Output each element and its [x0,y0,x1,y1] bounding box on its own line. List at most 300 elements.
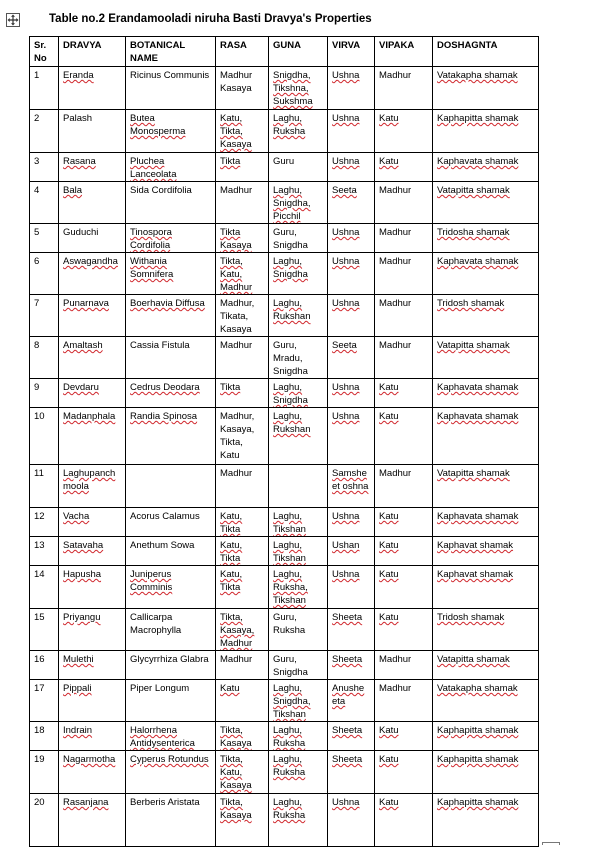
cell-doshagnta [433,337,539,379]
cell-doshagnta-text: Kaphapitta shamak [437,725,519,736]
table-row [30,337,539,379]
cell-vipaka-text: Katu [379,725,399,736]
cell-guna-text: Laghu, Snigdha, Tikshan [273,683,311,720]
cell-botanical-name [126,337,216,379]
cell-botanical-name [126,609,216,651]
cell-doshagnta [433,224,539,253]
cell-guna [269,153,328,182]
cell-virva [328,379,375,408]
table-row [30,751,539,794]
cell-botanical-name [126,566,216,609]
cell-virva [328,609,375,651]
cell-sr-no-text: 8 [34,340,40,351]
cell-dravya [59,566,126,609]
cell-vipaka [375,508,433,537]
cell-botanical-name [126,224,216,253]
cell-dravya [59,379,126,408]
properties-table [29,36,539,847]
cell-sr-no [30,337,59,379]
cell-sr-no-text: 6 [34,256,40,267]
cell-virva [328,253,375,295]
table-row [30,408,539,465]
table-row [30,537,539,566]
cell-virva [328,337,375,379]
cell-rasa [216,680,269,722]
cell-virva [328,465,375,508]
cell-botanical-name [126,722,216,751]
table-row [30,465,539,508]
cell-rasa-text: Tikta [220,382,241,393]
cell-sr-no [30,508,59,537]
cell-doshagnta [433,295,539,337]
cell-botanical-name [126,651,216,680]
cell-sr-no-text: 14 [34,569,45,580]
cell-botanical-name-text: Glycyrrhiza Glabra [130,654,209,665]
header-rasa: RASA [216,37,269,67]
cell-rasa [216,537,269,566]
cell-botanical-name-text: Acorus Calamus [130,511,200,522]
cell-botanical-name-text: Ricinus Communis [130,70,210,81]
cell-vipaka-text: Katu [379,754,399,765]
cell-doshagnta [433,794,539,847]
cell-guna-text: Laghu, Snigdha [273,382,308,406]
cell-virva-text: Ushna [332,227,360,238]
cell-dravya-text: Hapusha [63,569,102,580]
cell-doshagnta-text: Vatapitta shamak [437,185,510,196]
cell-virva-text: Ushna [332,511,360,522]
cell-dravya [59,794,126,847]
cell-guna-text: Laghu, Tikshan [273,540,306,564]
cell-guna [269,465,328,508]
cell-doshagnta [433,651,539,680]
cell-guna [269,110,328,153]
cell-virva-text: Sheeta [332,612,363,623]
cell-virva-text: Seeta [332,185,357,196]
cell-dravya [59,680,126,722]
cell-vipaka-text: Katu [379,612,399,623]
cell-guna [269,182,328,224]
cell-vipaka-text: Katu [379,382,399,393]
cell-sr-no [30,67,59,110]
cell-vipaka [375,110,433,153]
cell-guna-text: Guru, Mradu, Snigdha [273,340,308,377]
cell-guna [269,379,328,408]
cell-botanical-name-text: Cyperus Rotundus [130,754,209,765]
cell-rasa [216,295,269,337]
cell-dravya-text: Guduchi [63,227,99,238]
cell-guna-text: Laghu, Ruksha [273,725,306,749]
cell-virva [328,110,375,153]
cell-guna [269,794,328,847]
cell-botanical-name-text: Berberis Aristata [130,797,200,808]
cell-guna-text: Laghu, Rukshan [273,411,311,435]
cell-guna-text: Laghu, Ruksha, Tikshan [273,569,308,606]
cell-dravya-text: Eranda [63,70,94,81]
cell-botanical-name [126,67,216,110]
cell-doshagnta-text: Vatakapha shamak [437,70,518,81]
cell-rasa-text: Katu, Tikta, Kasaya [220,113,252,150]
cell-vipaka-text: Katu [379,113,399,124]
cell-botanical-name [126,751,216,794]
header-botanical-name: BOTANICAL NAME [126,37,216,67]
cell-vipaka-text: Katu [379,411,399,422]
cell-virva [328,751,375,794]
cell-rasa [216,794,269,847]
cell-doshagnta-text: Kaphapitta shamak [437,797,519,808]
table-row [30,224,539,253]
cell-rasa [216,722,269,751]
cell-dravya-text: Aswagandha [63,256,118,267]
cell-virva-text: Ushna [332,382,360,393]
header-dravya: DRAVYA [59,37,126,67]
cell-virva [328,722,375,751]
cell-botanical-name [126,508,216,537]
cell-dravya-text: Indrain [63,725,93,736]
cell-guna-text: Guru, Ruksha [273,612,306,636]
cell-vipaka [375,566,433,609]
cell-rasa [216,253,269,295]
cell-virva-text: Ushna [332,156,360,167]
cell-doshagnta-text: Kaphavata shamak [437,256,519,267]
cell-rasa [216,110,269,153]
cell-sr-no-text: 10 [34,411,45,422]
table-caption: Table no.2 Erandamooladi niruha Basti Dravya's Properties [49,13,372,25]
cell-doshagnta-text: Tridosh shamak [437,612,505,623]
cell-sr-no [30,751,59,794]
cell-sr-no [30,408,59,465]
cell-rasa [216,609,269,651]
table-row [30,609,539,651]
cell-sr-no-text: 18 [34,725,45,736]
cell-dravya-text: Rasanjana [63,797,109,808]
cell-doshagnta-text: Kaphavata shamak [437,382,519,393]
header-vipaka: VIPAKA [375,37,433,67]
cell-dravya [59,508,126,537]
cell-vipaka [375,465,433,508]
table-row [30,253,539,295]
cell-guna-text: Laghu, Ruksha [273,754,306,778]
cell-doshagnta-text: Kaphapitta shamak [437,113,519,124]
cell-virva [328,537,375,566]
cell-doshagnta-text: Kaphavata shamak [437,156,519,167]
cell-dravya [59,182,126,224]
cell-botanical-name-text: Withania Somnifera [130,256,174,280]
cell-dravya-text: Pippali [63,683,92,694]
cell-sr-no [30,651,59,680]
cell-vipaka [375,680,433,722]
cell-virva-text: Anushe eta [332,683,365,707]
cell-vipaka [375,609,433,651]
cell-botanical-name-text: Cedrus Deodara [130,382,200,393]
cell-virva-text: Ushan [332,540,360,551]
cell-dravya-text: Priyangu [63,612,101,623]
cell-vipaka [375,408,433,465]
cell-dravya [59,651,126,680]
header-virva: VIRVA [328,37,375,67]
cell-doshagnta [433,408,539,465]
cell-dravya-text: Devdaru [63,382,99,393]
cell-guna [269,680,328,722]
cell-rasa [216,408,269,465]
cell-sr-no-text: 15 [34,612,45,623]
cell-vipaka [375,182,433,224]
cell-virva [328,680,375,722]
header-doshagnta: DOSHAGNTA [433,37,539,67]
cell-dravya-text: Laghupanch moola [63,468,116,492]
cell-rasa [216,182,269,224]
cell-botanical-name-text: Anethum Sowa [130,540,195,551]
cell-sr-no-text: 20 [34,797,45,808]
cell-guna [269,253,328,295]
cell-sr-no-text: 16 [34,654,45,665]
cell-botanical-name [126,110,216,153]
cell-doshagnta-text: Kaphavata shamak [437,411,519,422]
table-row [30,379,539,408]
cell-doshagnta [433,680,539,722]
cell-rasa-text: Tikta, Katu, Kasaya [220,754,252,791]
cell-sr-no-text: 2 [34,113,40,124]
cell-rasa-text: Katu, Tikta [220,540,243,564]
cell-botanical-name-text: Halorrhena Antidysenterica [130,725,195,749]
cell-sr-no [30,379,59,408]
cell-dravya-text: Vacha [63,511,90,522]
cell-vipaka-text: Madhur [379,468,412,479]
cell-rasa-text: Katu, Tikta [220,569,243,593]
cell-sr-no [30,566,59,609]
cell-rasa-text: Tikta, Katu, Madhur [220,256,253,293]
cell-virva-text: Sheeta [332,725,363,736]
cell-doshagnta-text: Tridosh shamak [437,298,505,309]
table-row [30,67,539,110]
cell-rasa [216,337,269,379]
cell-rasa-text: Madhur [220,468,253,479]
cell-guna-text: Snigdha, Tikshna, Sukshma [273,70,313,107]
cell-dravya [59,465,126,508]
cell-rasa [216,379,269,408]
cell-dravya [59,295,126,337]
cell-rasa [216,651,269,680]
cell-vipaka-text: Madhur [379,654,412,665]
cell-virva [328,224,375,253]
cell-virva-text: Ushna [332,70,360,81]
cell-botanical-name-text: Sida Cordifolia [130,185,192,196]
cell-doshagnta-text: Vatapitta shamak [437,654,510,665]
cell-virva [328,408,375,465]
cell-rasa [216,751,269,794]
cell-vipaka-text: Madhur [379,256,412,267]
cell-sr-no [30,295,59,337]
cell-botanical-name-text: Tinospora Cordifolia [130,227,172,251]
cell-virva [328,67,375,110]
cell-botanical-name [126,182,216,224]
cell-vipaka-text: Katu [379,156,399,167]
cell-vipaka-text: Madhur [379,70,412,81]
cell-botanical-name-text: Randia Spinosa [130,411,198,422]
cell-rasa [216,508,269,537]
cell-sr-no [30,537,59,566]
cell-sr-no [30,794,59,847]
cell-doshagnta [433,609,539,651]
cell-dravya [59,224,126,253]
cell-guna-text: Guru, Snigdha [273,227,308,251]
cell-rasa-text: Katu [220,683,240,694]
cell-vipaka [375,794,433,847]
cell-virva-text: Seeta [332,340,357,351]
cell-dravya-text: Mulethi [63,654,94,665]
cell-botanical-name [126,253,216,295]
cell-doshagnta [433,566,539,609]
cell-vipaka [375,651,433,680]
cell-doshagnta [433,537,539,566]
cell-doshagnta [433,379,539,408]
cell-virva [328,508,375,537]
cell-botanical-name-text: Boerhavia Diffusa [130,298,205,309]
move-arrows-icon [7,14,19,26]
cell-rasa-text: Madhur [220,654,253,665]
cell-botanical-name-text: Cassia Fistula [130,340,190,351]
cell-doshagnta-text: Kaphavata shamak [437,511,519,522]
cell-dravya [59,253,126,295]
cell-sr-no-text: 7 [34,298,40,309]
cell-virva-text: Ushna [332,298,360,309]
cell-botanical-name-text: Piper Longum [130,683,190,694]
cell-doshagnta [433,67,539,110]
cell-guna [269,508,328,537]
cell-guna-text: Laghu, Ruksha [273,797,306,821]
cell-vipaka [375,67,433,110]
cell-dravya [59,67,126,110]
cell-doshagnta [433,153,539,182]
header-guna: GUNA [269,37,328,67]
cell-rasa [216,224,269,253]
cell-rasa-text: Madhur [220,185,253,196]
cell-guna-text: Laghu, Snigdha [273,256,308,280]
cell-virva-text: Ushna [332,256,360,267]
cell-vipaka [375,295,433,337]
cell-sr-no-text: 12 [34,511,45,522]
cell-rasa-text: Madhur Kasaya [220,70,253,94]
cell-guna-text: Guru [273,156,295,167]
cell-dravya [59,110,126,153]
table-row [30,722,539,751]
cell-doshagnta-text: Tridosha shamak [437,227,510,238]
cell-dravya [59,537,126,566]
cell-sr-no [30,253,59,295]
cell-dravya-text: Bala [63,185,83,196]
cell-sr-no-text: 1 [34,70,40,81]
cell-sr-no-text: 3 [34,156,40,167]
cell-rasa-text: Madhur [220,340,253,351]
table-move-handle[interactable] [6,13,20,27]
cell-rasa-text: Tikta Kasaya [220,227,252,251]
cell-sr-no-text: 13 [34,540,45,551]
cell-doshagnta-text: Vatapitta shamak [437,468,510,479]
cell-dravya-text: Rasana [63,156,96,167]
table-row [30,651,539,680]
table-row [30,794,539,847]
header-sr-no: Sr. No [30,37,59,67]
cell-sr-no [30,680,59,722]
cell-rasa-text: Tikta, Kasaya [220,797,252,821]
cell-botanical-name [126,295,216,337]
cell-guna-text: Laghu, Snigdha, Picchil [273,185,311,222]
table-row [30,680,539,722]
cell-doshagnta-text: Vatakapha shamak [437,683,518,694]
cell-guna [269,337,328,379]
cell-botanical-name [126,465,216,508]
cell-dravya [59,609,126,651]
cell-virva-text: Sheeta [332,754,363,765]
cell-virva [328,153,375,182]
cell-doshagnta [433,253,539,295]
cell-rasa [216,566,269,609]
cell-doshagnta [433,465,539,508]
cell-sr-no [30,110,59,153]
cell-doshagnta-text: Kaphavat shamak [437,569,514,580]
cell-botanical-name [126,794,216,847]
cell-sr-no [30,224,59,253]
cell-vipaka [375,153,433,182]
cell-virva [328,794,375,847]
cell-vipaka [375,537,433,566]
cell-doshagnta-text: Vatapitta shamak [437,340,510,351]
cell-vipaka-text: Madhur [379,298,412,309]
cell-sr-no-text: 9 [34,382,40,393]
cell-dravya-text: Amaltash [63,340,103,351]
cell-sr-no [30,465,59,508]
cell-rasa [216,465,269,508]
cell-vipaka-text: Katu [379,511,399,522]
cell-vipaka [375,253,433,295]
cell-guna [269,609,328,651]
cell-sr-no-text: 4 [34,185,40,196]
cell-botanical-name-text: Butea Monosperma [130,113,186,137]
cell-vipaka [375,337,433,379]
cell-rasa-text: Katu, Tikta [220,511,243,535]
cell-doshagnta [433,722,539,751]
cell-guna [269,651,328,680]
cell-sr-no-text: 17 [34,683,45,694]
cell-vipaka-text: Katu [379,540,399,551]
cell-guna [269,295,328,337]
cell-guna [269,566,328,609]
cell-botanical-name-text: Juniperus Comminis [130,569,173,593]
cell-rasa-text: Tikta, Kasaya, Madhur [220,612,255,649]
cell-doshagnta [433,182,539,224]
cell-vipaka-text: Madhur [379,227,412,238]
cell-virva-text: Ushna [332,797,360,808]
cell-dravya-text: Punarnava [63,298,109,309]
table-row [30,566,539,609]
cell-dravya-text: Madanphala [63,411,116,422]
cell-guna [269,722,328,751]
cell-sr-no-text: 19 [34,754,45,765]
cell-guna [269,224,328,253]
cell-doshagnta [433,110,539,153]
table-row [30,153,539,182]
cell-dravya [59,408,126,465]
cell-dravya [59,751,126,794]
table-row [30,295,539,337]
cell-rasa-text: Tikta, Kasaya [220,725,252,749]
cell-vipaka [375,751,433,794]
cell-virva-text: Ushna [332,569,360,580]
cell-guna [269,537,328,566]
cell-sr-no [30,609,59,651]
cell-guna [269,408,328,465]
cell-botanical-name [126,537,216,566]
cell-botanical-name-text: Callicarpa Macrophylla [130,612,182,636]
